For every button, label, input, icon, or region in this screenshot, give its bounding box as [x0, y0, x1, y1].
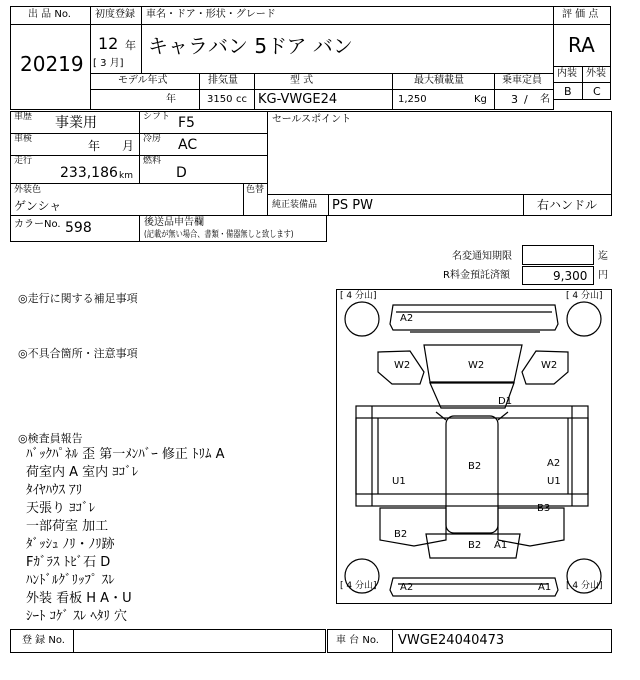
displacement-label: 排気量	[208, 75, 238, 86]
inspection-month-unit: 月	[122, 139, 135, 153]
year-unit: 年	[125, 39, 136, 52]
model-type: KG-VWGE24	[258, 92, 338, 107]
inspection-label: 車検	[14, 134, 33, 144]
damage-mark-rear-bumper-right: A1	[538, 582, 552, 593]
defect-remarks-label: ◎不具合箇所・注意事項	[18, 347, 138, 360]
tire-tread-rear-right: [ 4 分山]	[566, 581, 603, 591]
damage-mark-front-right-fender: W2	[541, 360, 558, 371]
damage-mark-front-bumper: A2	[400, 313, 414, 324]
damage-mark-left-rear: B2	[394, 529, 408, 540]
fuel-value: D	[176, 165, 187, 181]
equipment-value: PS PW	[332, 198, 373, 213]
damage-mark-back-door: B2	[468, 540, 482, 551]
inspection-year-unit: 年	[88, 139, 101, 153]
inspector-remark-line: Fｶﾞﾗｽ ﾄﾋﾞ石 D	[26, 555, 111, 570]
max-load-label: 最大積載量	[414, 75, 464, 86]
type-label: 型 式	[290, 75, 314, 86]
name-change-deadline-label: 名変通知期限	[452, 251, 512, 262]
inspector-remark-line: ｼｰﾄ ｺｹﾞ ｽﾚ ﾍﾀﾘ 穴	[26, 609, 128, 624]
damage-mark-right-body: A2	[547, 458, 561, 469]
steering-side: 右ハンドル	[537, 198, 598, 212]
exterior-color: ゲンシャ	[14, 199, 62, 213]
first-registration-month: [ 3 月]	[93, 58, 124, 69]
shift-value: F5	[178, 115, 195, 131]
inspector-report-label: ◎検査員報告	[18, 432, 83, 445]
exterior-grade: C	[593, 85, 601, 98]
recycle-fee-unit: 円	[598, 270, 608, 281]
model-year-label: モデル年式	[118, 75, 168, 86]
inspector-remark-line: 一部荷室 加工	[26, 519, 109, 534]
car-name: キャラバン 5ドア バン	[148, 34, 353, 58]
equipment-label: 純正装備品	[272, 200, 318, 210]
ac-label: 冷房	[143, 134, 162, 144]
interior-label: 内装	[557, 68, 577, 79]
history-value: 事業用	[55, 115, 97, 131]
declaration-note: (記載が無い場合、書類・備器無しと致します)	[144, 230, 294, 240]
first-registration-label: 初度登録	[95, 9, 135, 20]
capacity-separator: /	[524, 93, 528, 106]
color-number-label: カラーNo.	[14, 219, 61, 230]
color-number: 598	[65, 220, 92, 236]
capacity-value: 3	[511, 93, 518, 106]
inspector-remark-line: ﾀｲﾔﾊｳｽ ｱﾘ	[26, 483, 83, 498]
fuel-label: 燃料	[143, 156, 162, 166]
inspector-remark-line: ﾀﾞｯｼｭ ﾉﾘ・ﾉﾘ跡	[26, 537, 115, 552]
tire-tread-rear-left: [ 4 分山]	[340, 581, 377, 591]
inspector-remark-line: ﾊﾝﾄﾞﾙｸﾞﾘｯﾌﾟ ｽﾚ	[26, 573, 115, 588]
damage-mark-back-door-2: A1	[494, 540, 508, 551]
damage-mark-right-rear: B3	[537, 503, 551, 514]
history-label: 車歴	[14, 112, 33, 122]
displacement-value: 3150	[207, 94, 233, 105]
damage-mark-right-body-2: U1	[547, 476, 561, 487]
declaration-label: 後送品申告欄	[144, 217, 204, 228]
inspector-remark-line: 天張り ﾖｺﾞﾚ	[26, 501, 96, 516]
capacity-unit: 名	[540, 94, 550, 105]
inspector-remark-line: 荷室内 A 室内 ﾖｺﾞﾚ	[26, 465, 139, 480]
max-load-unit: Kg	[474, 94, 487, 105]
recolor-label: 色替	[246, 185, 265, 195]
tire-tread-front-right: [ 4 分山]	[566, 291, 603, 301]
exterior-color-label: 外装色	[14, 185, 42, 195]
registration-number-label: 登 録 No.	[22, 635, 65, 646]
driving-remarks-label: ◎走行に関する補足事項	[18, 292, 138, 305]
inspector-remark-line: ﾊﾞｯｸﾊﾟﾈﾙ 歪 第一ﾒﾝﾊﾞｰ 修正 ﾄﾘﾑ A	[26, 447, 225, 462]
capacity-label: 乗車定員	[502, 75, 542, 86]
sales-point-label: セールスポイント	[272, 114, 352, 125]
chassis-number: VWGE24040473	[398, 633, 505, 648]
name-change-deadline-box	[522, 245, 594, 265]
score-label: 評 価 点	[562, 9, 599, 20]
recycle-fee-label: R料金預託済額	[443, 270, 510, 281]
damage-mark-front-left-fender: W2	[394, 360, 411, 371]
first-registration-year: 12	[98, 34, 119, 53]
inspector-remark-line: 外装 看板 H A・U	[26, 591, 132, 606]
damage-mark-rear-bumper-left: A2	[400, 582, 414, 593]
tire-tread-front-left: [ 4 分山]	[340, 291, 377, 301]
chassis-number-label: 車 台 No.	[336, 635, 379, 646]
mileage-value: 233,186	[60, 165, 118, 181]
damage-mark-left-door: U1	[392, 476, 406, 487]
overall-score: RA	[568, 33, 595, 57]
vehicle-diagram	[336, 289, 612, 604]
damage-mark-roof: B2	[468, 461, 482, 472]
damage-mark-hood: W2	[468, 360, 485, 371]
damage-mark-windshield: D1	[498, 396, 513, 407]
lot-no-label: 出 品 No.	[28, 9, 71, 20]
recycle-fee-value: 9,300	[553, 269, 588, 283]
displacement-unit: cc	[236, 94, 247, 105]
ac-value: AC	[178, 137, 198, 153]
model-year-unit: 年	[166, 94, 176, 105]
lot-number: 20219	[20, 52, 84, 76]
exterior-label: 外装	[586, 68, 606, 79]
mileage-label: 走行	[14, 156, 33, 166]
car-name-label: 車名・ドア・形状・グレード	[146, 9, 276, 20]
mileage-unit: km	[119, 171, 133, 181]
shift-label: シフト	[143, 112, 171, 122]
interior-grade: B	[564, 85, 572, 98]
max-load-value: 1,250	[398, 94, 427, 105]
name-change-suffix: 迄	[598, 251, 608, 262]
